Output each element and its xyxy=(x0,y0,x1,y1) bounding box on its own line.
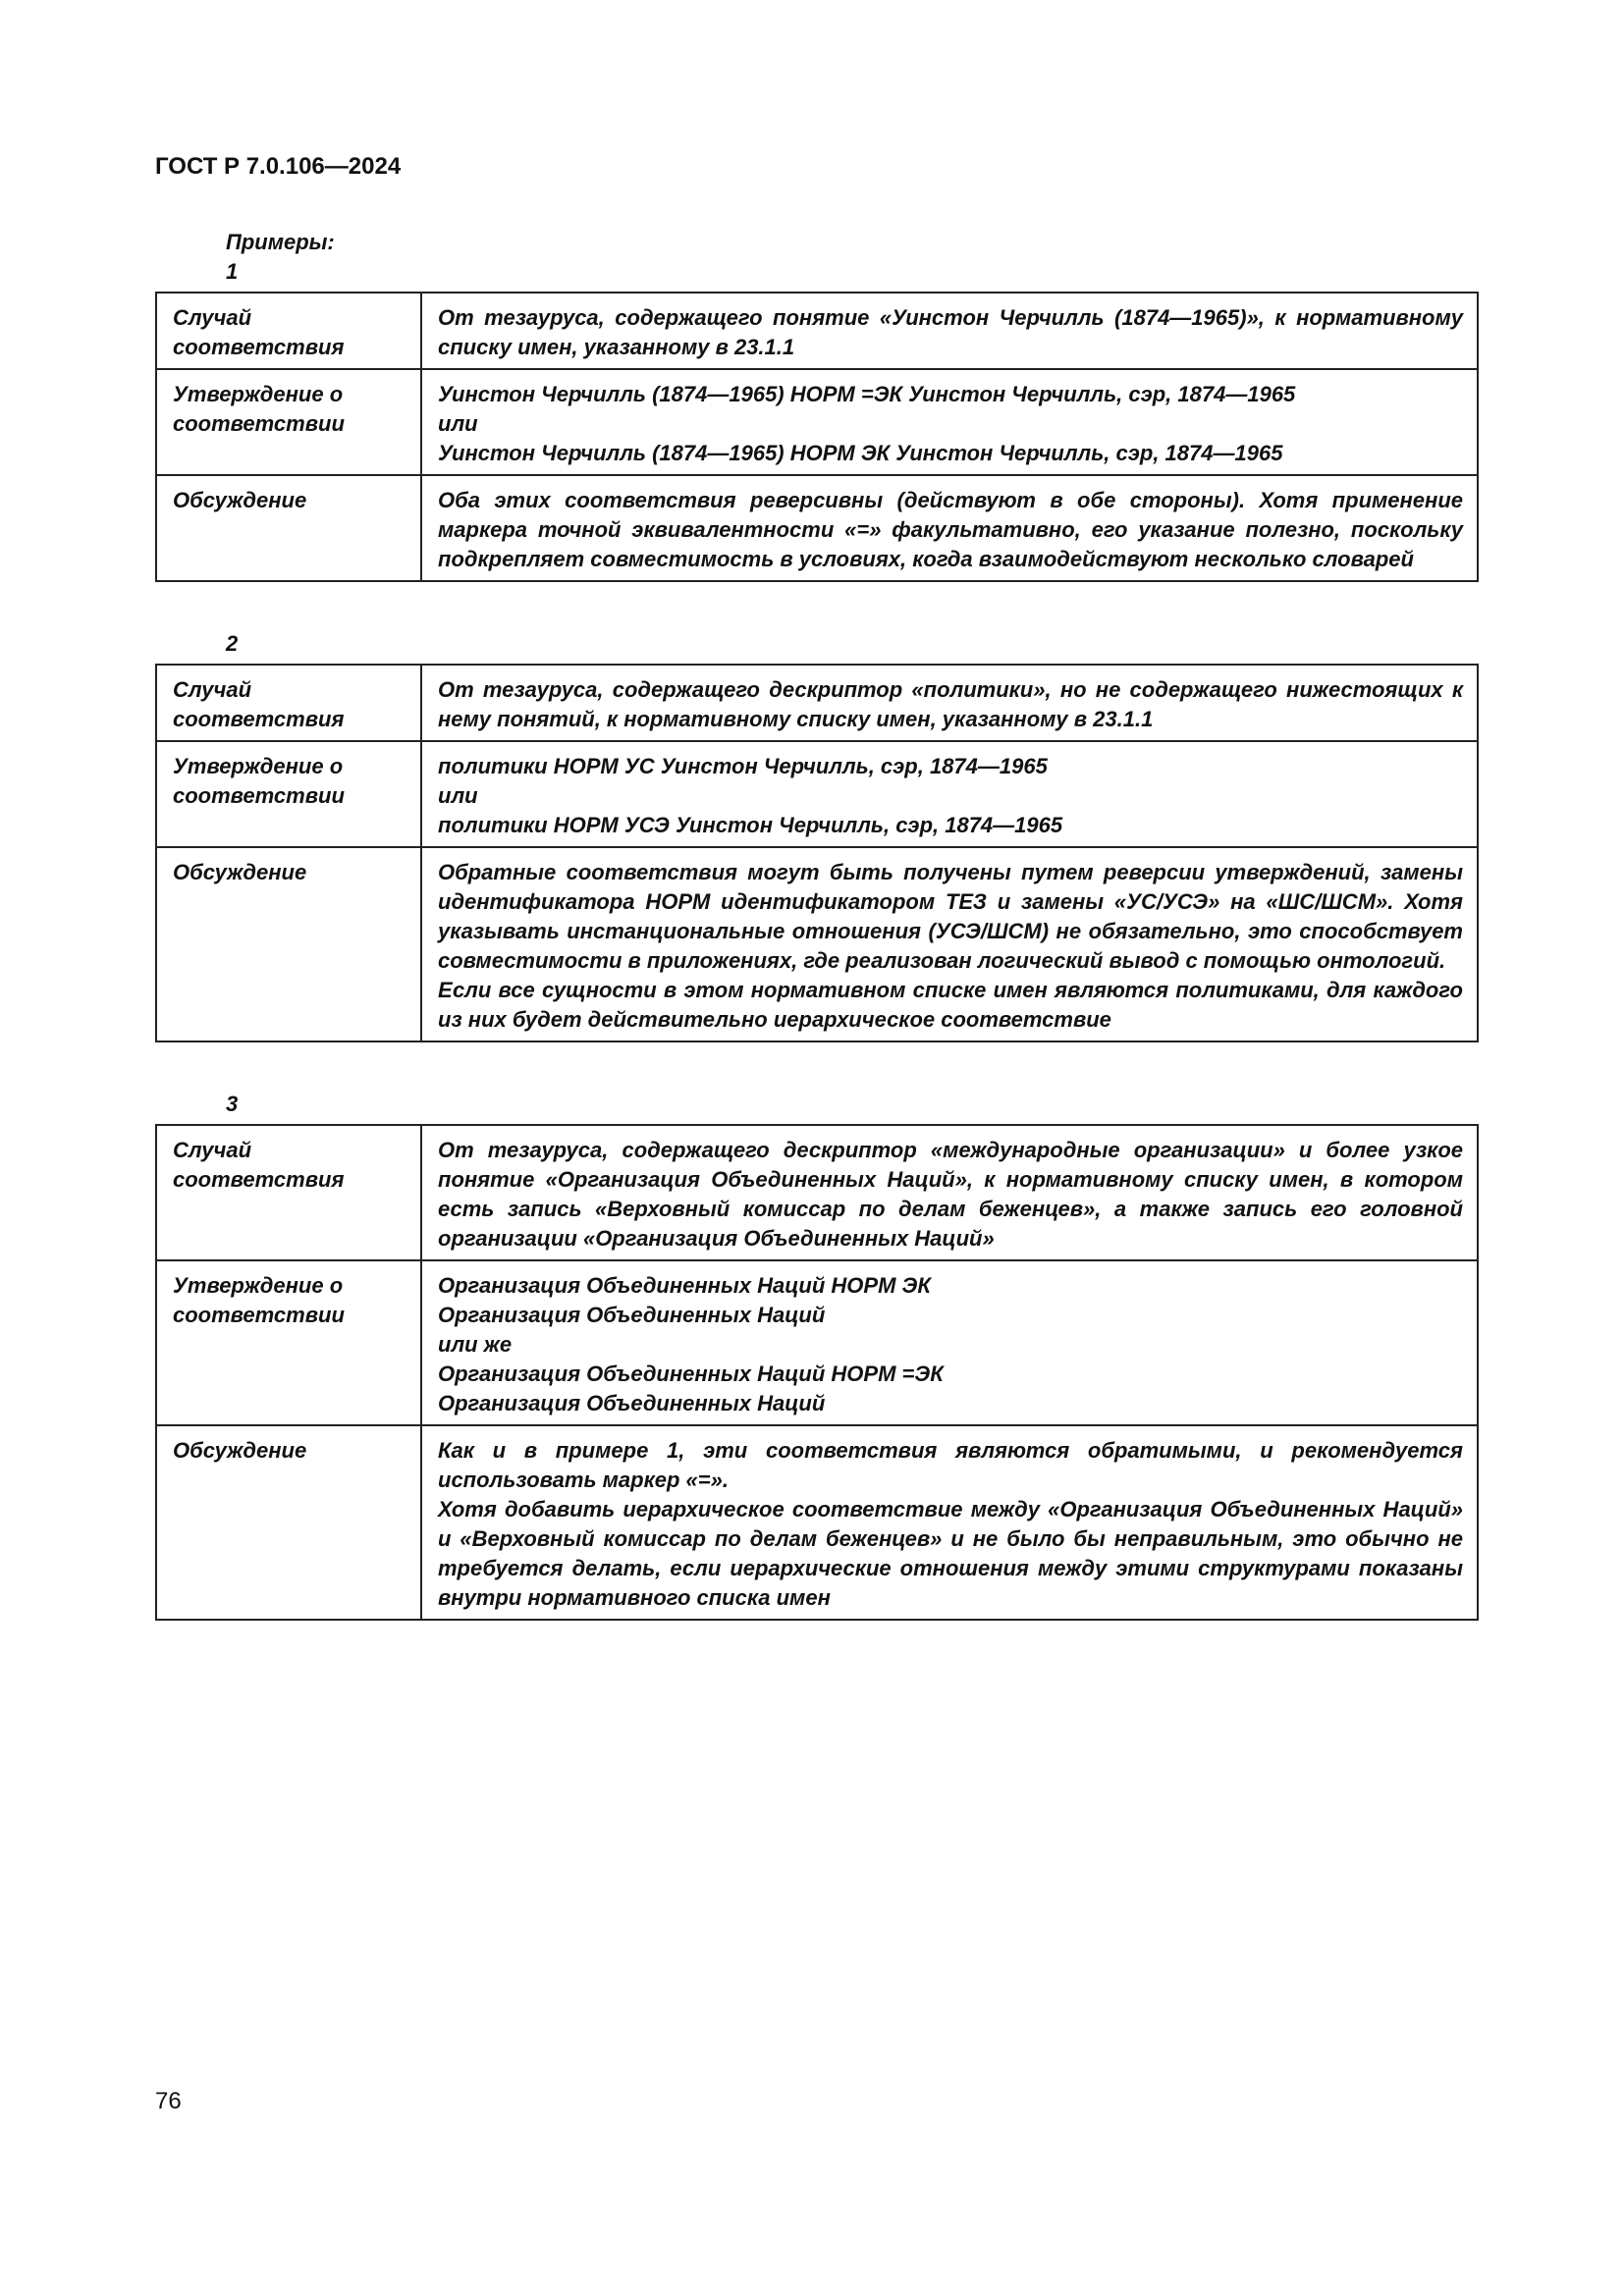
example-number: 1 xyxy=(226,259,239,284)
statement-label: Утверждение о соответствии xyxy=(156,741,421,847)
statement-line: Организация Объединенных Наций НОРМ ЭК xyxy=(438,1273,931,1298)
discussion-label: Обсуждение xyxy=(156,1425,421,1620)
example-number: 2 xyxy=(226,631,239,656)
statement-line: политики НОРМ УСЭ Уинстон Черчилль, сэр, 1874—1965 xyxy=(438,813,1063,837)
discussion-row xyxy=(156,1425,1478,1620)
statement-line: политики НОРМ УС Уинстон Черчилль, сэр, 1874—1965 xyxy=(438,754,1048,778)
case-text: От тезауруса, содержащего понятие «Уинстон Черчилль (1874—1965)», к нормативному списку имен, указанному в 23.1.1 xyxy=(421,293,1478,369)
statement-line: Уинстон Черчилль (1874—1965) НОРМ ЭК Уинстон Черчилль, сэр, 1874—1965 xyxy=(438,441,1283,465)
statement-cell xyxy=(421,741,1478,847)
discussion-paragraph: Оба этих соответствия реверсивны (действуют в обе стороны). Хотя применение маркера точной эквивалентности «=» факультативно, его указание полезно, поскольку подкрепляет совместимость в условиях, когда взаимодействуют несколько словарей xyxy=(438,488,1463,571)
discussion-label: Обсуждение xyxy=(156,475,421,581)
case-text: От тезауруса, содержащего дескриптор «политики», но не содержащего нижестоящих к нему понятий, к нормативному списку имен, указанному в 23.1.1 xyxy=(421,665,1478,741)
example-table xyxy=(155,664,1479,1042)
discussion-paragraph: Обратные соответствия могут быть получены путем реверсии утверждений, замены идентификатора НОРМ идентификатором ТЕЗ и замены «УС/УСЭ» на «ШС/ШСМ». Хотя указывать инстанциональные отношения (УСЭ/ШСМ) не обязательно, это способствует совместимости в приложениях, где реализован логический вывод с помощью онтологий. xyxy=(438,860,1463,973)
statement-row xyxy=(156,1260,1478,1425)
page-number: 76 xyxy=(155,2088,182,2114)
example-number: 3 xyxy=(226,1092,239,1116)
case-label: Случай соответствия xyxy=(156,1125,421,1260)
case-label: Случай соответствия xyxy=(156,293,421,369)
statement-cell xyxy=(421,369,1478,475)
statement-label: Утверждение о соответствии xyxy=(156,1260,421,1425)
statement-row xyxy=(156,369,1478,475)
case-row xyxy=(156,1125,1478,1260)
discussion-cell xyxy=(421,475,1478,581)
discussion-paragraph: Хотя добавить иерархическое соответствие между «Организация Объединенных Наций» и «Верховный комиссар по делам беженцев» и не было бы неправильным, это обычно не требуется делать, если иерархические отношения между этими структурами показаны внутри нормативного списка имен xyxy=(438,1497,1463,1610)
statement-line: Организация Объединенных Наций xyxy=(438,1303,826,1327)
statement-row xyxy=(156,741,1478,847)
examples-label: Примеры: xyxy=(226,230,335,254)
statement-line: Уинстон Черчилль (1874—1965) НОРМ =ЭК Уинстон Черчилль, сэр, 1874—1965 xyxy=(438,382,1296,406)
discussion-paragraph: Если все сущности в этом нормативном списке имен являются политиками, для каждого из них будет действительно иерархическое соответствие xyxy=(438,978,1463,1032)
statement-line: Организация Объединенных Наций НОРМ =ЭК xyxy=(438,1362,944,1386)
document-code: ГОСТ Р 7.0.106—2024 xyxy=(155,153,402,180)
example-table xyxy=(155,1124,1479,1621)
statement-line: Организация Объединенных Наций xyxy=(438,1391,826,1415)
case-text: От тезауруса, содержащего дескриптор «международные организации» и более узкое понятие «Организация Объединенных Наций», к нормативному списку имен, в котором есть запись «Верховный комиссар по делам беженцев», а также запись его головной организации «Организация Объединенных Наций» xyxy=(421,1125,1478,1260)
discussion-row xyxy=(156,475,1478,581)
case-label: Случай соответствия xyxy=(156,665,421,741)
example-table xyxy=(155,292,1479,582)
discussion-label: Обсуждение xyxy=(156,847,421,1041)
discussion-cell xyxy=(421,847,1478,1041)
discussion-paragraph: Как и в примере 1, эти соответствия являются обратимыми, и рекомендуется использовать маркер «=». xyxy=(438,1438,1463,1492)
case-row xyxy=(156,293,1478,369)
discussion-cell xyxy=(421,1425,1478,1620)
case-row xyxy=(156,665,1478,741)
statement-cell xyxy=(421,1260,1478,1425)
statement-label: Утверждение о соответствии xyxy=(156,369,421,475)
statement-line: или xyxy=(438,783,478,808)
statement-line: или xyxy=(438,411,478,436)
discussion-row xyxy=(156,847,1478,1041)
statement-line: или же xyxy=(438,1332,513,1357)
